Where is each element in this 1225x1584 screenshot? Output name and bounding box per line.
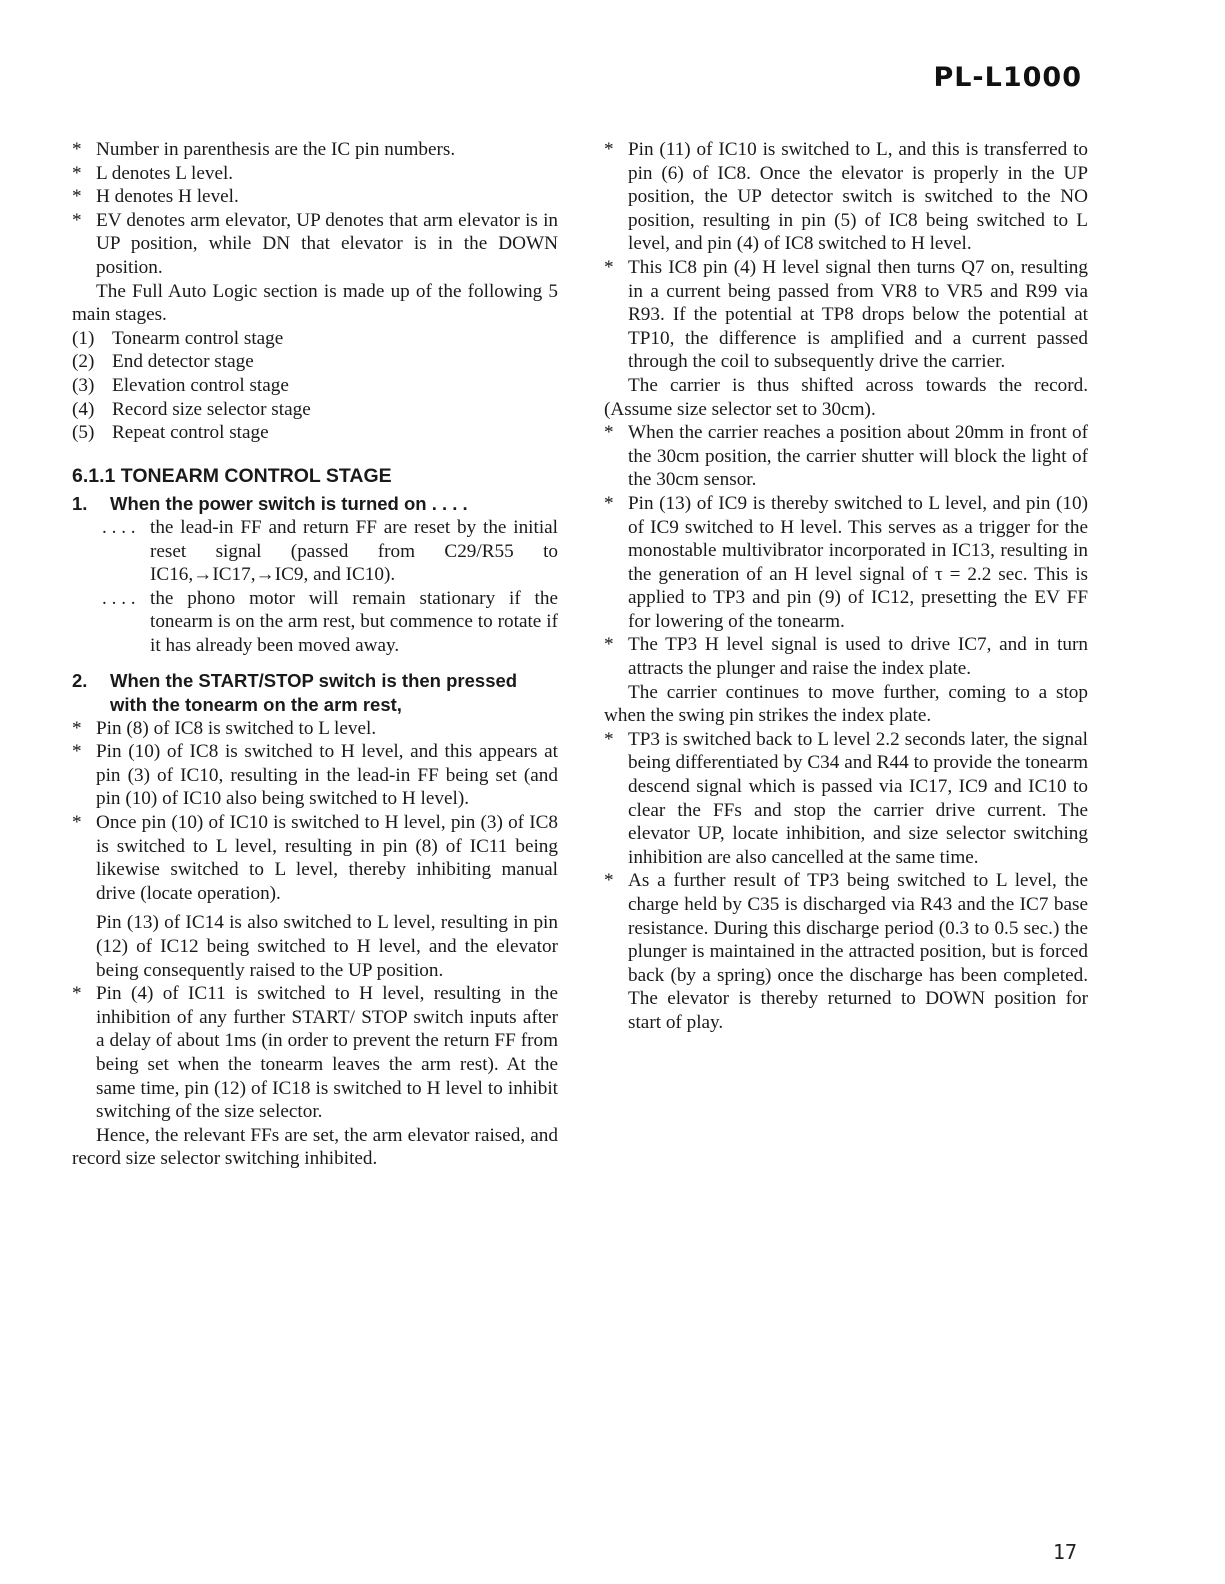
note-item: * L denotes L level.	[72, 162, 234, 184]
bullet-item: * When the carrier reaches a position about 20mm in front of the 30cm position, the carrier shutter will block the light of the 30cm sensor.	[604, 422, 1088, 491]
page-number: 17	[1052, 1540, 1077, 1564]
bullet-item: * The TP3 H level signal is used to drive IC7, and in turn attracts the plunger and raise the index plate.	[604, 634, 1088, 680]
step-heading: 1. When the power switch is turned on . . . .	[72, 493, 468, 515]
stage-list-item: (5) Repeat control stage	[72, 422, 269, 444]
note-item: * EV denotes arm elevator, UP denotes that arm elevator is in UP position, while DN that elevator is in the DOWN position.	[72, 209, 558, 278]
body-paragraph: The carrier continues to move further, coming to a stop when the swing pin strikes the index plate.	[604, 681, 1088, 727]
left-column	[72, 138, 558, 1171]
bullet-item: * Once pin (10) of IC10 is switched to H level, pin (3) of IC8 is switched to L level, resulting in pin (8) of IC11 being likewise switched to L level, thereby inhibiting manual drive (locate operation).	[72, 812, 558, 904]
bullet-item: * This IC8 pin (4) H level signal then turns Q7 on, resulting in a current being passed from VR8 to VR5 and R99 via R93. If the potential at TP8 drops below the potential at TP10, the difference is amplified and a current passed through the coil to subsequently drive the carrier.	[604, 256, 1088, 373]
stage-list-item: (3) Elevation control stage	[72, 374, 289, 396]
body-paragraph: The carrier is thus shifted across towards the record. (Assume size selector set to 30cm).	[604, 374, 1088, 420]
right-column	[604, 138, 1088, 1035]
stage-list-item: (2) End detector stage	[72, 351, 254, 373]
bullet-item: * Pin (10) of IC8 is switched to H level, and this appears at pin (3) of IC10, resulting in the lead-in FF being set (and pin (10) of IC10 also being switched to H level).	[72, 741, 558, 810]
bullet-item: * Pin (8) of IC8 is switched to L level.	[72, 717, 377, 739]
note-item: * H denotes H level.	[72, 186, 239, 208]
note-item: * Number in parenthesis are the IC pin numbers.	[72, 139, 456, 160]
section-heading: 6.1.1 TONEARM CONTROL STAGE	[72, 464, 392, 487]
body-paragraph: Pin (13) of IC14 is also switched to L level, resulting in pin (12) of IC12 being switched to H level, and the elevator being consequently raised to the UP position.	[96, 912, 558, 981]
bullet-item: * Pin (4) of IC11 is switched to H level, resulting in the inhibition of any further START/ STOP switch inputs after a delay of about 1ms (in order to prevent the return FF from being set when the tonearm leaves the arm rest). At the same time, pin (12) of IC18 is switched to H level to inhibit switching of the size selector.	[72, 983, 558, 1123]
summary-paragraph: Hence, the relevant FFs are set, the arm elevator raised, and record size selector switching inhibited.	[72, 1124, 558, 1170]
stage-list-item: (1) Tonearm control stage	[72, 327, 284, 349]
model-number: PL-L1000	[933, 62, 1082, 93]
step-detail: . . . . the lead-in FF and return FF are reset by the initial reset signal (passed from C29/R55 to IC16,→IC17,→IC9, and IC10).	[102, 516, 558, 586]
intro-paragraph: The Full Auto Logic section is made up of the following 5 main stages.	[72, 280, 558, 326]
bullet-item: * TP3 is switched back to L level 2.2 seconds later, the signal being differentiated by C34 and R44 to provide the tonearm descend signal which is passed via IC17, IC9 and IC10 to clear the FFs and stop the carrier drive current. The elevator UP, locate inhibition, and size selector switching inhibition are also cancelled at the same time.	[604, 728, 1088, 868]
bullet-item: * As a further result of TP3 being switched to L level, the charge held by C35 is discharged via R43 and the IC7 base resistance. During this discharge period (0.3 to 0.5 sec.) the plunger is maintained in the attracted position, but is forced back (by a spring) once the discharge has been completed. The elevator is thereby returned to DOWN position for start of play.	[604, 870, 1088, 1033]
stage-list-item: (4) Record size selector stage	[72, 398, 311, 420]
step-heading: 2. When the START/STOP switch is then pressed with the tonearm on the arm rest,	[72, 670, 518, 716]
bullet-item: * Pin (13) of IC9 is thereby switched to L level, and pin (10) of IC9 switched to H level. This serves as a trigger for the monostable multivibrator incorporated in IC13, resulting in the generation of an H level signal of τ = 2.2 sec. This is applied to TP3 and pin (9) of IC12, presetting the EV FF for lowering of the tonearm.	[604, 492, 1088, 632]
step-detail: . . . . the phono motor will remain stationary if the tonearm is on the arm rest, but commence to rotate if it has already been moved away.	[102, 587, 558, 656]
bullet-item: * Pin (11) of IC10 is switched to L, and this is transferred to pin (6) of IC8. Once the elevator is properly in the UP position, the UP detector switch is switched to the NO position, resulting in pin (5) of IC8 being switched to L level, and pin (4) of IC8 switched to H level.	[604, 139, 1088, 255]
